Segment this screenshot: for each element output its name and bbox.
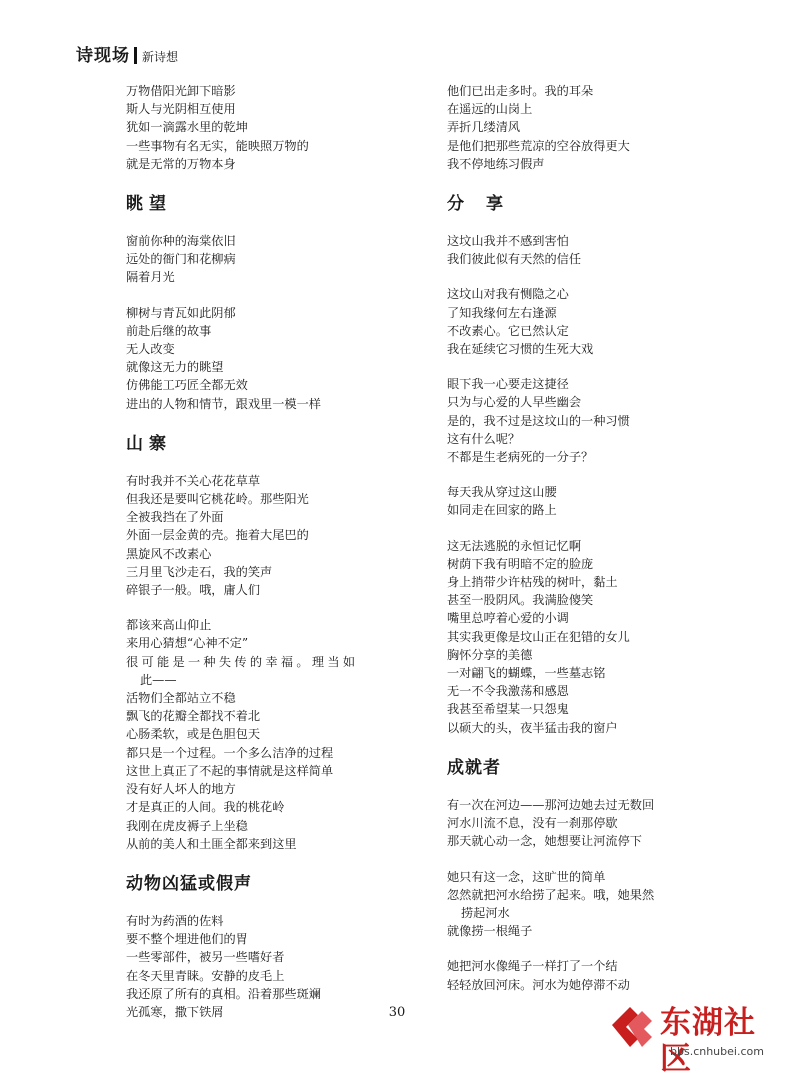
poem-line: 忽然就把河水给捞了起来。哦，她果然 <box>447 887 655 902</box>
poem-line: 她把河水像绳子一样打了一个结 <box>447 959 618 974</box>
watermark-url: bbs.cnhubei.com <box>670 1045 764 1058</box>
poem-line: 我刚在虎皮褥子上坐稳 <box>126 818 248 833</box>
poem-line: 就是无常的万物本身 <box>126 156 236 171</box>
stanza <box>447 375 722 466</box>
poem-line: 我还原了所有的真相。沿着那些斑斓 <box>126 986 321 1001</box>
poem-line: 那天就心动一念，她想要让河流停下 <box>447 834 642 849</box>
poem-line: 有时为药酒的佐料 <box>126 913 224 928</box>
poem-line: 窗前你种的海棠依旧 <box>126 234 236 249</box>
stanza <box>447 483 722 519</box>
poem-title: 成就者 <box>447 757 501 778</box>
subsection-name: 新诗想 <box>142 50 179 64</box>
poem-line: 犹如一滴露水里的乾坤 <box>126 120 248 135</box>
poem-line: 要不整个埋进他们的胃 <box>126 932 248 947</box>
poem-line: 黑旋风不改素心 <box>126 546 212 561</box>
poem-title: 山寨 <box>126 433 172 454</box>
stanza-break <box>447 940 722 957</box>
poem-line: 柳树与青瓦如此阴郁 <box>126 305 236 320</box>
poem-line: 嘴里总哼着心爱的小调 <box>447 611 569 626</box>
stanza-break <box>126 599 416 616</box>
poem-line: 这世上真正了不起的事情就是这样简单 <box>126 763 334 778</box>
poem-line: 一些零部件，被另一些嗜好者 <box>126 950 285 965</box>
poem-line: 这无法逃脱的永恒记忆啊 <box>447 538 582 553</box>
stanza <box>447 868 722 941</box>
poem-line: 捞起河水 <box>461 905 510 920</box>
poem-line: 树荫下我有明暗不定的脸庞 <box>447 556 594 571</box>
poem-continuation <box>447 82 722 173</box>
poem-line: 这坟山我并不感到害怕 <box>447 234 569 249</box>
poem-line: 心肠柔软，或是色胆包天 <box>126 727 261 742</box>
poem-line: 了知我缘何左右逢源 <box>447 305 557 320</box>
poem-line: 活物们全都站立不稳 <box>126 691 236 706</box>
poem-line: 隔着月光 <box>126 270 175 285</box>
poem-line: 弄折几缕清风 <box>447 120 521 135</box>
poem-line: 前赴后继的故事 <box>126 323 212 338</box>
poem-line: 远处的衙门和花柳病 <box>126 252 236 267</box>
poem-line: 我不停地练习假声 <box>447 156 545 171</box>
page-header <box>76 40 178 66</box>
poem-line: 此—— <box>140 672 177 687</box>
poem-line: 来用心猜想“心神不定” <box>126 636 249 651</box>
poem-line: 只为与心爱的人早些幽会 <box>447 395 582 410</box>
watermark-name: 东湖社区 <box>660 1005 756 1077</box>
watermark <box>608 1001 778 1077</box>
section-name: 诗现场 <box>76 46 130 66</box>
stanza-break <box>447 851 722 868</box>
right-column <box>447 82 722 994</box>
poem-line: 身上捎带少许枯残的树叶，黏土 <box>447 575 618 590</box>
poem-line: 我甚至希望某一只怨鬼 <box>447 702 569 717</box>
poem-line: 仿佛能工巧匠全都无效 <box>126 378 248 393</box>
poem-line: 这有什么呢？ <box>447 431 521 446</box>
poem-line: 才是真正的人间。我的桃花岭 <box>126 800 285 815</box>
stanza <box>126 232 416 287</box>
poem-title: 分享 <box>447 194 525 215</box>
stanza <box>126 472 416 599</box>
left-column <box>126 82 416 1021</box>
poem-line: 飘飞的花瓣全都找不着北 <box>126 709 261 724</box>
poem-line: 都只是一个过程。一个多么洁净的过程 <box>126 745 334 760</box>
poem-line: 外面一层金黄的壳。拖着大尾巴的 <box>126 528 309 543</box>
poem-line: 一对翩飞的蝴蝶，一些墓志铭 <box>447 666 606 681</box>
stanza <box>126 304 416 413</box>
poem-line: 其实我更像是坟山正在犯错的女儿 <box>447 629 630 644</box>
poem-line: 进出的人物和情节，跟戏里一模一样 <box>126 396 321 411</box>
poem-line: 无一不令我激荡和感恩 <box>447 684 569 699</box>
poem-line: 但我还是要叫它桃花岭。那些阳光 <box>126 492 309 507</box>
poem-line: 他们已出走多时。我的耳朵 <box>447 84 594 98</box>
poem-line: 她只有这一念，这旷世的简单 <box>447 869 606 884</box>
poem-line: 斯人与光阴相互使用 <box>126 102 236 117</box>
header-divider <box>134 47 137 64</box>
poem-line: 都该来高山仰止 <box>126 618 212 633</box>
stanza <box>447 957 722 993</box>
poem-line: 无人改变 <box>126 342 175 357</box>
stanza-break <box>447 466 722 483</box>
poem-line: 在冬天里青睐。安静的皮毛上 <box>126 968 285 983</box>
poem-line: 光孤寒，撒下铁屑 <box>126 1004 224 1019</box>
poem-line: 是的，我不过是这坟山的一种习惯 <box>447 413 630 428</box>
poem-line: 一些事物有名无实，能映照万物的 <box>126 138 309 153</box>
poem-line: 有一次在河边——那河边她去过无数回 <box>447 797 655 812</box>
stanza <box>447 232 722 268</box>
poem-line: 不改素心。它已然认定 <box>447 323 569 338</box>
poem-line: 是他们把那些荒凉的空谷放得更大 <box>447 138 630 153</box>
poem-line: 我在延续它习惯的生死大戏 <box>447 342 594 357</box>
watermark-logo-icon <box>608 1001 660 1049</box>
poem-line: 有时我并不关心花花草草 <box>126 473 261 488</box>
poem-line: 万物借阳光卸下暗影 <box>126 84 236 98</box>
poem-line: 在遥远的山岗上 <box>447 102 533 117</box>
poem-line: 很可能是一种失传的幸福。理当如 <box>126 654 359 669</box>
stanza <box>126 616 416 853</box>
poem-title: 眺望 <box>126 194 172 215</box>
poem-line: 全被我挡在了外面 <box>126 510 224 525</box>
poem-line: 我们彼此似有天然的信任 <box>447 252 582 267</box>
page-number: 30 <box>388 1005 406 1020</box>
stanza <box>447 537 722 737</box>
poem-line: 就像这无力的眺望 <box>126 360 224 375</box>
stanza-break <box>126 287 416 304</box>
poem-line: 胸怀分享的美德 <box>447 647 533 662</box>
poem-title: 动物凶猛或假声 <box>126 873 252 894</box>
poem-line: 三月里飞沙走石，我的笑声 <box>126 564 273 579</box>
stanza-break <box>447 268 722 285</box>
poem-line: 如同走在回家的路上 <box>447 503 557 518</box>
poem-line: 碎银子一般。哦，庸人们 <box>126 583 261 598</box>
poem-line: 从前的美人和土匪全都来到这里 <box>126 836 297 851</box>
poem-line: 不都是生老病死的一分子？ <box>447 450 594 465</box>
poem-continuation <box>126 82 416 173</box>
poem-line: 没有好人坏人的地方 <box>126 782 236 797</box>
poem-line: 轻轻放回河床。河水为她停滞不动 <box>447 977 630 992</box>
stanza <box>447 285 722 358</box>
poem-line: 甚至一股阴风。我满脸傻笑 <box>447 593 594 608</box>
poem-line: 每天我从穿过这山腰 <box>447 485 557 500</box>
poem-line: 就像捞一根绳子 <box>447 924 533 939</box>
stanza-break <box>447 520 722 537</box>
poem-line: 河水川流不息，没有一刹那停歇 <box>447 816 618 831</box>
poem-line: 以硕大的头，夜半猛击我的窗户 <box>447 720 618 735</box>
poem-line: 这坟山对我有恻隐之心 <box>447 287 569 302</box>
stanza <box>447 796 722 851</box>
stanza-break <box>447 358 722 375</box>
poem-line: 眼下我一心要走这捷径 <box>447 377 569 392</box>
